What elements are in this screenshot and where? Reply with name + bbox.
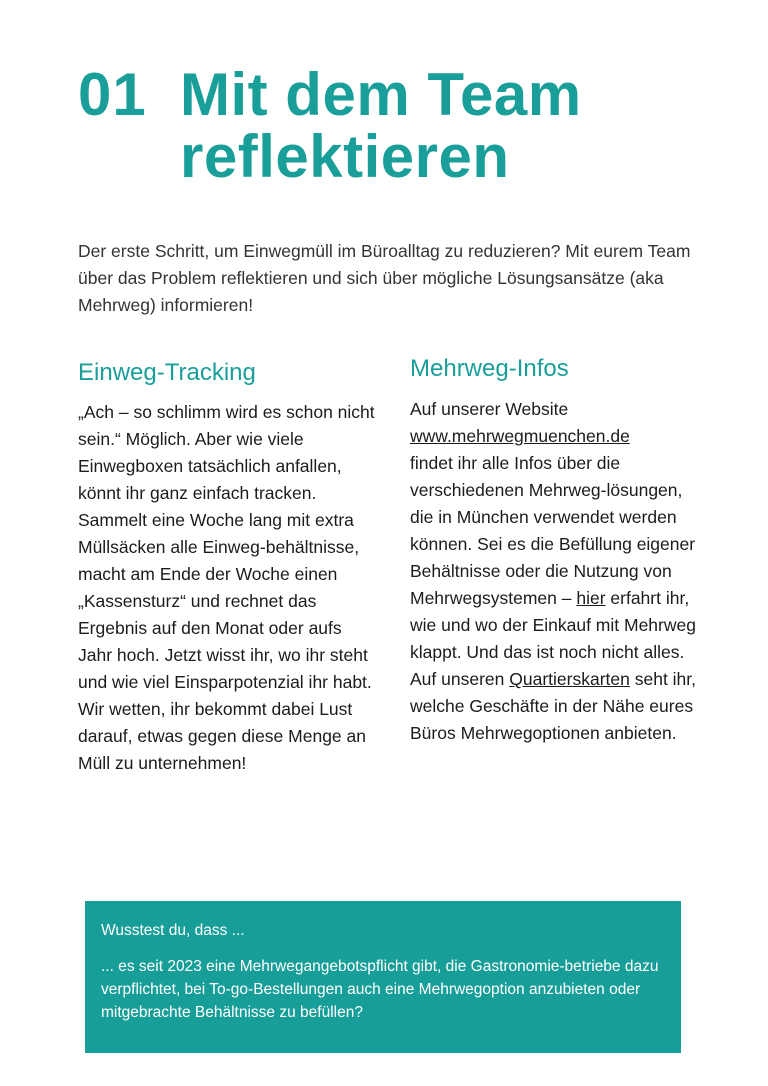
section-number: 01 — [78, 61, 147, 128]
website-link[interactable]: www.mehrwegmuenchen.de — [410, 426, 630, 446]
mehrweg-text-part-2: findet ihr alle Infos über die verschiedenen Mehrweg-lösungen, die in München verwendet werden können. Sei es die Befüllung eigener Behältnisse oder die Nutzung von Mehrwegsystemen – — [410, 453, 696, 608]
info-box-text: ... es seit 2023 eine Mehrwegangebotspflicht gibt, die Gastronomie-betriebe dazu verpflichtet, bei To-go-Bestellungen auch eine Mehrwegoption anzubieten oder mitgebrachte Behältnisse zu befüllen? — [101, 958, 659, 1021]
info-box-title: Wusstest du, dass ... — [101, 922, 245, 939]
mehrweg-text-part-1: Auf unserer Website — [410, 399, 569, 419]
info-box — [85, 901, 681, 1053]
quartierskarten-link[interactable]: Quartierskarten — [509, 669, 630, 689]
page-title: Mit dem Team reflektieren — [180, 61, 582, 190]
mehrweg-infos-text — [410, 396, 710, 747]
mehrweg-text-part-3: erfahrt ihr, wie und wo der Einkauf mit Mehrweg klappt. Und das ist noch nicht alles. Auf unseren — [410, 588, 696, 689]
mehrweg-infos-heading: Mehrweg-Infos — [410, 355, 569, 382]
mehrweg-text-part-4: seht ihr, welche Geschäfte in der Nähe eures Büros Mehrwegoptionen anbieten. — [410, 669, 697, 743]
einweg-tracking-text: „Ach – so schlimm wird es schon nicht sein.“ Möglich. Aber wie viele Einwegboxen tatsächlich anfallen, könnt ihr ganz einfach tracken. Sammelt eine Woche lang mit extra Müllsäcken alle Einweg-behältnisse, macht am Ende der Woche einen „Kassensturz“ und rechnet das Ergebnis auf den Monat oder aufs Jahr hoch. Jetzt wisst ihr, wo ihr steht und wie viel Einsparpotenzial ihr habt. Wir wetten, ihr bekommt dabei Lust darauf, etwas gegen diese Menge an Müll zu unternehmen! — [78, 402, 375, 773]
einweg-tracking-heading: Einweg-Tracking — [78, 359, 256, 386]
hier-link[interactable]: hier — [576, 588, 606, 608]
intro-paragraph: Der erste Schritt, um Einwegmüll im Büroalltag zu reduzieren? Mit eurem Team über das Problem reflektieren und sich über mögliche Lösungsansätze (aka Mehrweg) informieren! — [78, 241, 691, 315]
